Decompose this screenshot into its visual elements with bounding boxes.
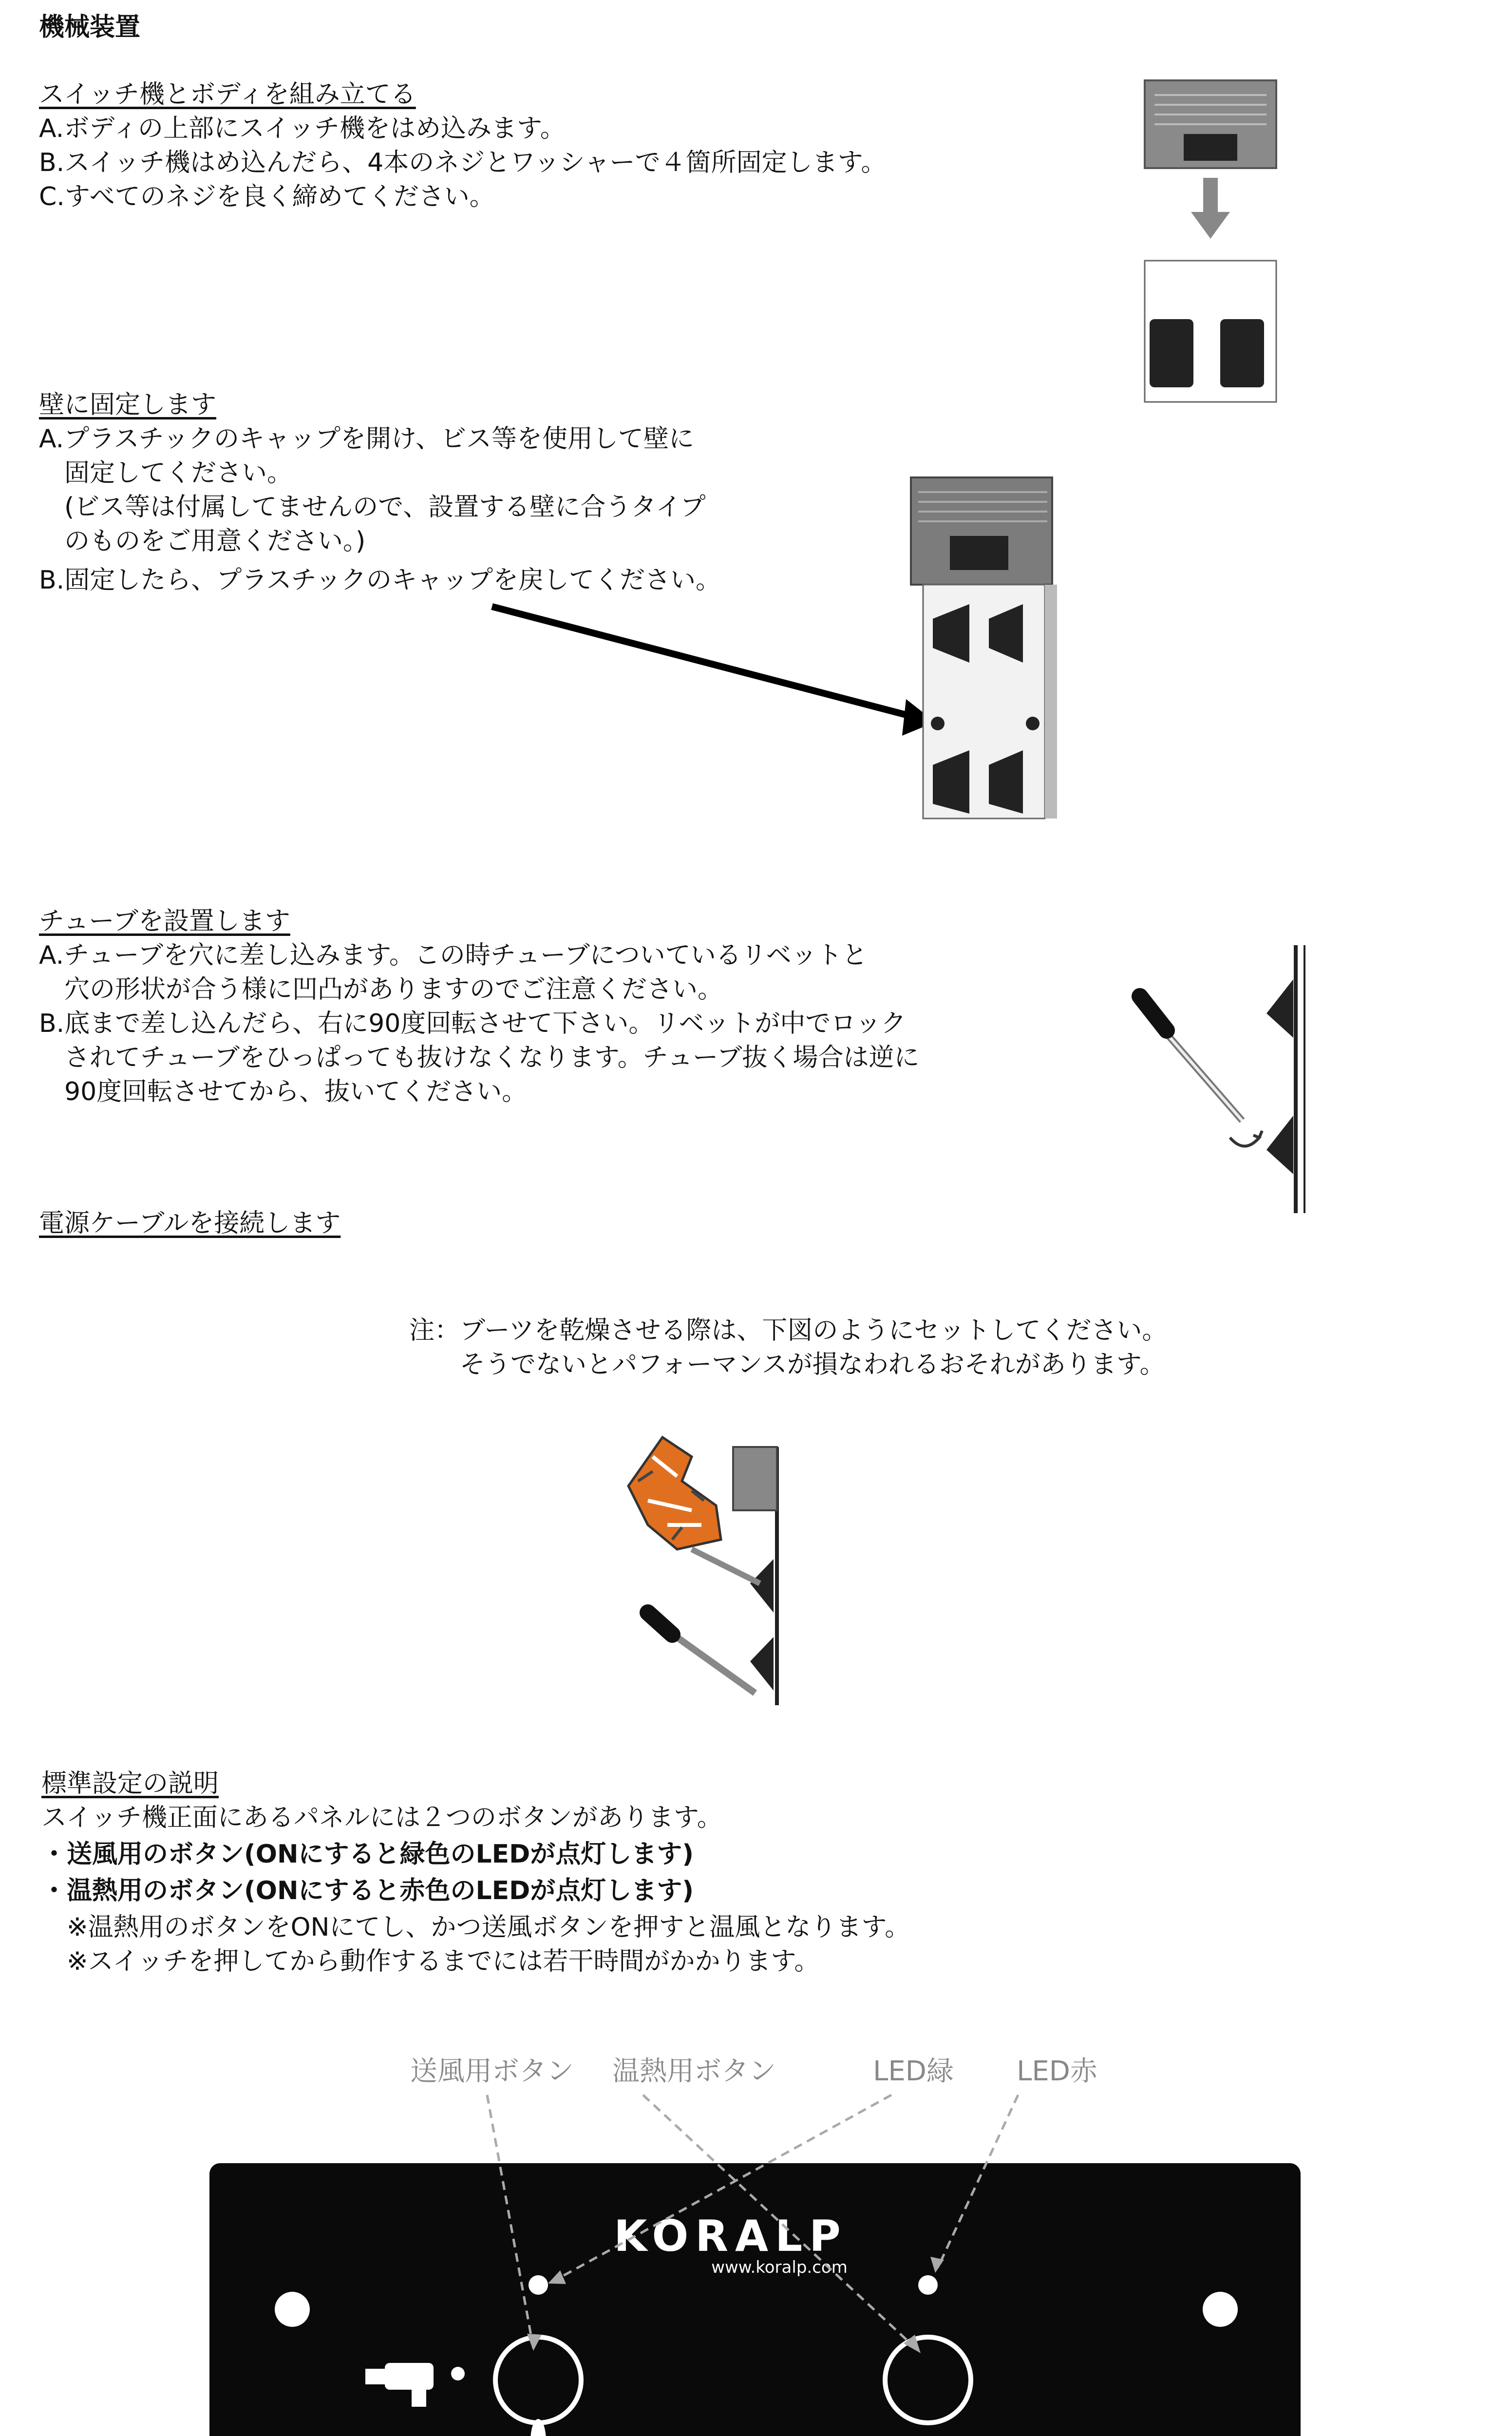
tube-line: 穴の形状が合う様に凹凸がありますのでご注意ください。 bbox=[39, 975, 723, 1004]
standard-note: ※スイッチを押してから動作するまでには若干時間がかかります。 bbox=[41, 1947, 820, 1976]
tube-line: 90度回転させてから、抜いてください。 bbox=[39, 1077, 528, 1106]
switch-panel bbox=[209, 2163, 1301, 2436]
tube-line: A.チューブを穴に差し込みます。この時チューブについているリベットと bbox=[39, 941, 868, 970]
mounting-hole bbox=[1203, 2292, 1238, 2327]
fan-button-callout: 送風用ボタン bbox=[410, 2055, 574, 2087]
fan-bullet: ・送風用のボタン(ONにすると緑色のLEDが点灯します) bbox=[41, 1840, 694, 1869]
mounting-hole bbox=[275, 2292, 310, 2327]
power-heading: 電源ケーブルを接続します bbox=[39, 1209, 341, 1238]
wall-line: B.固定したら、プラスチックのキャップを戻してください。 bbox=[39, 566, 721, 595]
assemble-line: C.すべてのネジを良く締めてください。 bbox=[39, 182, 495, 211]
assemble-line: B.スイッチ機はめ込んだら、4本のネジとワッシャーで４箇所固定します。 bbox=[39, 148, 887, 177]
boot-drying-figure bbox=[619, 1427, 794, 1710]
wall-heading: 壁に固定します bbox=[39, 390, 217, 419]
screw-cap-icon bbox=[1026, 717, 1040, 730]
down-arrow-icon bbox=[1203, 178, 1218, 212]
screw-cap-icon bbox=[931, 717, 945, 730]
wall-line: (ビス等は付属してませんので、設置する壁に合うタイプ bbox=[39, 493, 706, 522]
tube-line: されてチューブをひっぱっても抜けなくなります。チューブ抜く場合は逆に bbox=[39, 1043, 920, 1072]
standard-heading: 標準設定の説明 bbox=[41, 1769, 219, 1798]
control-panel-diagram bbox=[0, 2036, 1512, 2436]
ski-boot-illustration bbox=[628, 1437, 721, 1549]
heat-bullet: ・温熱用のボタン(ONにすると赤色のLEDが点灯します) bbox=[41, 1876, 694, 1905]
standard-intro: スイッチ機正面にあるパネルには２つのボタンがあります。 bbox=[41, 1803, 722, 1832]
note-line: 注：ブーツを乾燥させる際は、下図のようにセットしてください。 bbox=[409, 1316, 1168, 1345]
page-title: 機械装置 bbox=[39, 13, 141, 42]
koralp-logo: KORALP bbox=[614, 2211, 848, 2261]
led-green-callout: LED緑 bbox=[873, 2055, 954, 2087]
tube-heading: チューブを設置します bbox=[39, 907, 290, 936]
wall-line: A.プラスチックのキャップを開け、ビス等を使用して壁に bbox=[39, 424, 694, 454]
note-line: そうでないとパフォーマンスが損なわれるおそれがあります。 bbox=[409, 1350, 1165, 1379]
standard-note: ※温熱用のボタンをONにてし、かつ送風ボタンを押すと温風となります。 bbox=[41, 1913, 910, 1942]
tube-line: B.底まで差し込んだら、右に90度回転させて下さい。リベットが中でロック bbox=[39, 1009, 907, 1038]
wall-mount-figure bbox=[482, 473, 1067, 823]
wall-line: 固定してください。 bbox=[39, 458, 293, 488]
led-red bbox=[918, 2275, 938, 2295]
rotate-arrow-icon bbox=[1230, 1131, 1262, 1146]
assemble-line: A.ボディの上部にスイッチ機をはめ込みます。 bbox=[39, 114, 566, 143]
heat-button-callout: 温熱用ボタン bbox=[612, 2055, 776, 2087]
wall-line: のものをご用意ください。) bbox=[39, 527, 366, 556]
assemble-heading: スイッチ機とボディを組み立てる bbox=[39, 80, 416, 109]
tube-figure bbox=[1120, 940, 1325, 1218]
tube-handle bbox=[1140, 996, 1167, 1030]
koralp-url: www.koralp.com bbox=[711, 2258, 848, 2277]
led-green bbox=[529, 2275, 548, 2295]
assembly-figure bbox=[1140, 76, 1286, 412]
pointer-arrow bbox=[492, 607, 921, 719]
led-red-callout: LED赤 bbox=[1017, 2055, 1097, 2087]
